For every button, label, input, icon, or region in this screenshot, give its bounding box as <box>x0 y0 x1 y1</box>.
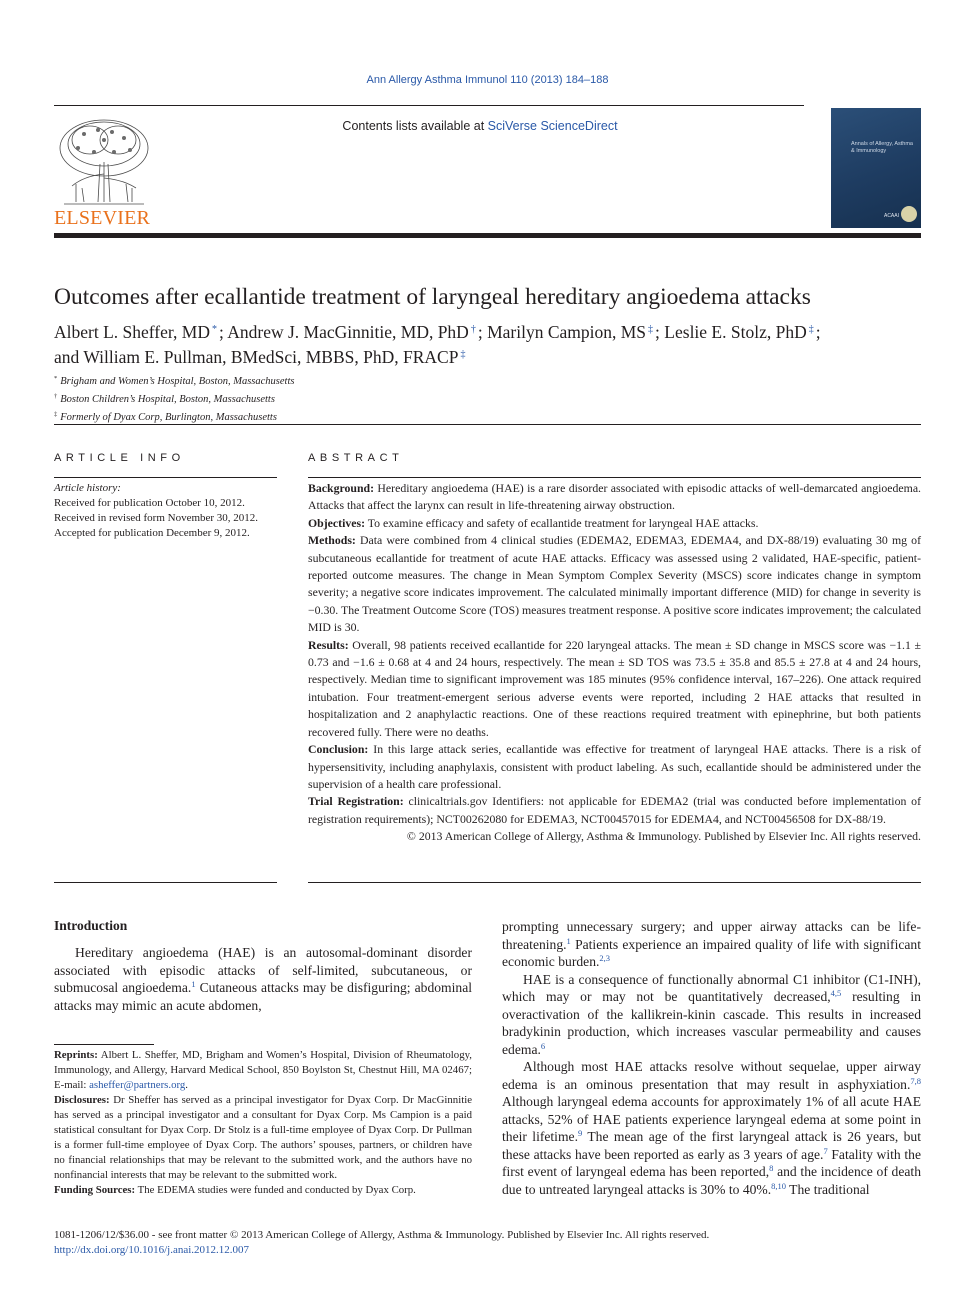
citation-link[interactable]: 7 <box>823 1145 828 1156</box>
funding-footnote: Funding Sources: The EDEMA studies were funded and conducted by Dyax Corp. <box>54 1184 416 1196</box>
abstract-trial-registration: Trial Registration: clinicaltrials.gov Identifiers: not applicable for EDEMA2 (trial was conducted before implementation of registration requirements); NCT00262080 for EDEMA3, NCT00457015 for EDEMA4, and NCT00456508 for DX-88/19. <box>308 794 922 826</box>
author-separator: ; <box>218 322 228 342</box>
abstract-methods: Methods: Data were combined from 4 clinical studies (EDEMA2, EDEMA3, EDEMA4, and DX-88/19) evaluating 30 mg of subcutaneous ecallantide for treatment of acute HAE attacks. Efficacy was assessed using 2 validated, HAE-specific, patient-reported outcome measures. The change in Mean Symptom Complex Severity (MSCS) score indicates change in symptom severity; a negative score indicates improvement. The calculated minimally important difference (MID) for change in severity is −0.30. The Treatment Outcome Score (TOS) measures treatment response. A positive score indicates improvement; the calculated MID is 30. <box>308 533 921 635</box>
page-footer <box>54 1228 709 1258</box>
affiliation-mark[interactable]: ‡ <box>648 324 654 335</box>
article-info-heading: ARTICLE INFO <box>54 452 185 464</box>
header-rule <box>54 105 804 106</box>
citation-link[interactable]: 6 <box>540 1040 546 1051</box>
abstract-background: Background: Hereditary angioedema (HAE) is a rare disorder associated with episodic attacks of well-demarcated angioedema. Attacks that affect the larynx can result in life-threatening airway obstruction. <box>308 481 922 513</box>
author-name: Albert L. Sheffer, MD <box>54 322 210 342</box>
affiliation-mark[interactable]: ‡ <box>808 324 814 335</box>
doi-link[interactable]: http://dx.doi.org/10.1016/j.anai.2012.12.007 <box>54 1244 250 1256</box>
abstract-body <box>308 480 921 846</box>
abstract-results: Results: Overall, 98 patients received ecallantide for 220 laryngeal attacks. The mean ± SD change in MSCS score was −1.1 ± 0.73 and −1.6 ± 0.68 at 4 and 24 hours, respectively. The mean ± SD TOS was 73.5 ± 35.8 and 85.5 ± 27.8 at 4 and 24 hours, respectively. Median time to significant improvement was 185 minutes (95% confidence interval, 167–226). One attack required intubation. Four treatment-emergent serious adverse events were reported, including 2 HAE attacks that resulted in hospitalization and 2 anaphylactic reactions. One of these reactions required treatment with epinephrine, but both patients recovered fully. There were no deaths. <box>308 637 921 739</box>
history-received: Received for publication October 10, 2012. <box>54 497 245 509</box>
intro-paragraph-2: HAE is a consequence of functionally abnormal C1 inhibitor (C1-INH), which may or may not be quantitatively decreased,$^{4,5}$ resulting in overactivation of the kallikrein-kinin cascade. This results in increased bradykinin production, which increases vascular permeability and causes edema.$^6$ <box>502 971 921 1057</box>
history-accepted: Accepted for publication December 9, 2012. <box>54 527 250 539</box>
affiliation-line: * Brigham and Women’s Hospital, Boston, Massachusetts <box>54 375 295 387</box>
article-info-bottom-rule <box>54 882 277 883</box>
author-name: and William E. Pullman, BMedSci, MBBS, PhD, FRACP <box>54 346 459 367</box>
citation-link[interactable]: 8,10 <box>771 1180 787 1191</box>
affiliation-mark[interactable]: * <box>211 324 217 335</box>
intro-paragraph-continued: prompting unnecessary surgery; and upper airway attacks can be life-threatening.$^1$ Patients experience an impaired quality of life with significant economic burden.$^{2,3}$ <box>502 919 921 969</box>
abstract-rule <box>308 477 921 478</box>
affiliations <box>54 371 294 425</box>
intro-left-column <box>54 944 472 1014</box>
author-separator: ; <box>655 322 665 342</box>
reprints-footnote: Reprints: Albert L. Sheffer, MD, Brigham and Women’s Hospital, Division of Rheumatology, Immunology, and Allergy, Harvard Medical School, 850 Boylston St, Chestnut Hill, MA 02467; E-mail: asheffer@partners.org. <box>54 1049 472 1091</box>
history-revised: Received in revised form November 30, 2012. <box>54 512 259 524</box>
abstract-bottom-rule <box>308 882 921 883</box>
disclosures-footnote: Disclosures: Dr Sheffer has served as a principal investigator for Dyax Corp. Dr MacGinnitie has served as a principal investigator and a consultant for Dyax Corp. Ms Campion is a paid statistical consultant for Dyax Corp. Dr Stolz is a full-time employee of Dyax Corp. Dr Pullman is a former full-time employee of Dyax Corp. The authors’ spouses, partners, or children have no financial relationships that may be relevant to the submitted work, and the authors have no nonfinancial interests that may be relevant to the submitted work. <box>54 1094 472 1181</box>
citation-link[interactable]: 1 <box>191 979 196 989</box>
author-separator: ; <box>477 322 488 342</box>
cover-title: Annals of Allergy, Asthma & Immunology <box>851 141 913 154</box>
citation-link[interactable]: 8 <box>769 1163 774 1173</box>
author-email-link[interactable]: asheffer@partners.org <box>89 1079 186 1091</box>
sciencedirect-link[interactable]: SciVerse ScienceDirect <box>487 119 618 133</box>
article-title: Outcomes after ecallantide treatment of laryngeal hereditary angioedema attacks <box>54 284 811 310</box>
author-name: Leslie E. Stolz, PhD <box>664 322 807 342</box>
author-name: Marilyn Campion, MS <box>487 322 647 342</box>
author-separator: ; <box>815 322 821 342</box>
footnote-rule <box>54 1044 154 1045</box>
journal-cover-thumbnail[interactable] <box>831 108 921 228</box>
abstract-heading: ABSTRACT <box>308 452 404 464</box>
citation-link[interactable]: 7,8 <box>910 1075 921 1086</box>
abstract-objectives: Objectives: To examine efficacy and safety of ecallantide treatment for laryngeal HAE attacks. <box>308 515 759 530</box>
history-heading: Article history: <box>54 482 121 494</box>
elsevier-wordmark: ELSEVIER <box>54 207 151 229</box>
citation-link[interactable]: 2,3 <box>599 953 611 963</box>
footnotes <box>54 1048 472 1198</box>
abstract-copyright: © 2013 American College of Allergy, Asthma & Immunology. Published by Elsevier Inc. All rights reserved. <box>406 829 921 844</box>
front-matter-line: 1081-1206/12/$36.00 - see front matter © 2013 American College of Allergy, Asthma & Immunology. Published by Elsevier Inc. All rights reserved. <box>54 1229 710 1241</box>
author-list <box>54 319 921 368</box>
introduction-heading: Introduction <box>54 918 128 933</box>
article-history <box>54 481 279 541</box>
article-info-rule <box>54 477 277 478</box>
citation-link[interactable]: 1 <box>566 935 571 946</box>
title-section-rule <box>54 424 921 425</box>
contents-line <box>230 119 730 133</box>
contents-prefix: Contents lists available at <box>342 119 488 133</box>
cover-acaai-label: ACAAI <box>883 213 899 219</box>
header-thick-rule <box>54 233 921 238</box>
intro-paragraph-1: Hereditary angioedema (HAE) is an autosomal-dominant disorder associated with episodic attacks of self-limited, subcutaneous, or submucosal angioedema.$^1$ Cutaneous attacks may be disfiguring; abdominal attacks may mimic an acute abdomen, <box>54 945 473 1013</box>
author-name: Andrew J. MacGinnitie, MD, PhD <box>227 322 469 342</box>
affiliation-mark[interactable]: ‡ <box>460 348 466 360</box>
citation-link[interactable]: 4,5 <box>830 988 842 998</box>
cover-seal-icon <box>901 206 917 222</box>
intro-right-column <box>502 918 921 1198</box>
abstract-conclusion: Conclusion: In this large attack series, ecallantide was effective for treatment of laryngeal HAE attacks. There is a risk of hypersensitivity, including anaphylaxis, consistent with product labeling. As such, ecallantide should be administered under the supervision of a health care professional. <box>308 742 921 791</box>
affiliation-line: † Boston Children’s Hospital, Boston, Massachusetts <box>54 393 275 405</box>
affiliation-line: ‡ Formerly of Dyax Corp, Burlington, Massachusetts <box>54 411 277 423</box>
affiliation-mark[interactable]: † <box>470 324 476 335</box>
journal-reference[interactable]: Ann Allergy Asthma Immunol 110 (2013) 184–188 <box>366 74 609 86</box>
citation-link[interactable]: 9 <box>577 1128 583 1138</box>
intro-paragraph-3: Although most HAE attacks resolve without sequelae, upper airway edema is an ominous presentation that may result in asphyxiation.$^{7,8}$ Although laryngeal edema accounts for approximately 1% of all acute HAE attacks, 52% of HAE patients experience laryngeal edema at some point in their lifetime.$^9$ The mean age of the first laryngeal attack is 26 years, but these attacks have been reported as early as 3 years of age.$^7$ Fatality with the first event of laryngeal edema has been reported,$^8$ and the incidence of death due to untreated laryngeal attacks is 30% to 40%.$^{8,10}$ The traditional <box>502 1059 922 1197</box>
